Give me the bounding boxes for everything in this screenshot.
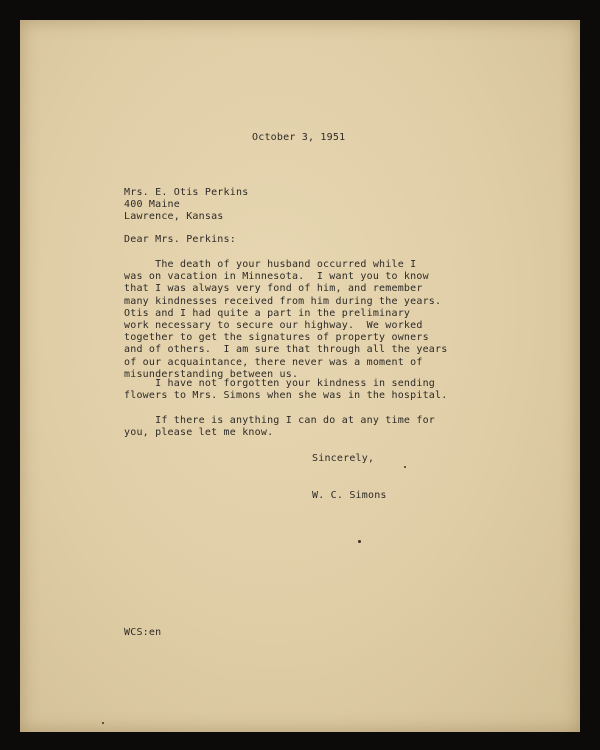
body-line: Otis and I had quite a part in the preliminary bbox=[124, 307, 411, 319]
paper-speck bbox=[102, 722, 104, 724]
body-line: and of others. I am sure that through all the years bbox=[124, 344, 448, 356]
body-line: was on vacation in Minnesota. I want you to know bbox=[124, 271, 429, 283]
paper-speck bbox=[404, 466, 406, 468]
recipient-address bbox=[124, 187, 248, 224]
paragraph-2 bbox=[124, 378, 447, 402]
body-line: you, please let me know. bbox=[124, 427, 274, 439]
recipient-name: Mrs. E. Otis Perkins bbox=[124, 187, 249, 198]
body-line: work necessary to secure our highway. We worked bbox=[124, 320, 423, 332]
body-line: The death of your husband occurred while I bbox=[124, 259, 417, 270]
body-line: I have not forgotten your kindness in sending bbox=[124, 378, 436, 389]
body-line: together to get the signatures of property owners bbox=[124, 332, 429, 344]
closing: Sincerely, bbox=[312, 453, 375, 464]
recipient-street: 400 Maine bbox=[124, 199, 180, 211]
body-line: misunderstanding between us. bbox=[124, 368, 299, 380]
recipient-city: Lawrence, Kansas bbox=[124, 211, 224, 223]
paper-speck bbox=[358, 540, 361, 543]
letter-paper bbox=[20, 20, 580, 732]
paragraph-3 bbox=[124, 415, 435, 439]
body-line: that I was always very fond of him, and remember bbox=[124, 283, 423, 295]
body-line: If there is anything I can do at any time for bbox=[124, 415, 436, 426]
paragraph-1 bbox=[124, 259, 447, 381]
letter-date: October 3, 1951 bbox=[252, 132, 346, 143]
body-line: of our acquaintance, there never was a moment of bbox=[124, 356, 423, 368]
body-line: flowers to Mrs. Simons when she was in the hospital. bbox=[124, 390, 448, 402]
signer-name: W. C. Simons bbox=[312, 490, 387, 501]
salutation: Dear Mrs. Perkins: bbox=[124, 234, 236, 245]
reference-initials: WCS:en bbox=[124, 627, 162, 638]
body-line: many kindnesses received from him during the years. bbox=[124, 295, 442, 307]
